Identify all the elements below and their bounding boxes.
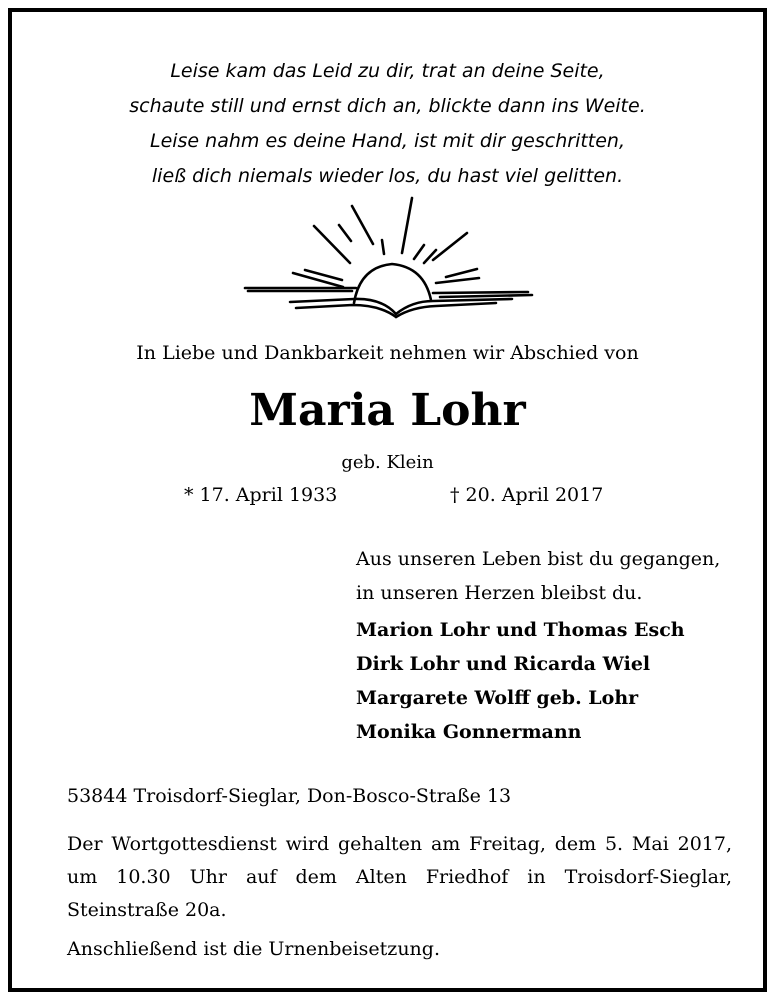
mourner-name: Margarete Wolff geb. Lohr: [356, 687, 639, 709]
verse-line: Aus unseren Leben bist du gegangen,: [356, 548, 721, 570]
verse: [356, 542, 720, 610]
birth-name: geb. Klein: [341, 452, 434, 473]
birth-date: * 17. April 1933: [184, 484, 338, 506]
mourner-name: Dirk Lohr und Ricarda Wiel: [356, 653, 651, 675]
poem-line: schaute still und ernst dich an, blickte dann ins Weite.: [129, 95, 646, 117]
poem-line: Leise nahm es deine Hand, ist mit dir geschritten,: [149, 130, 626, 152]
obituary-frame: [8, 8, 767, 992]
mourner-name: Marion Lohr und Thomas Esch: [356, 619, 685, 641]
sunset-icon: [12, 12, 763, 342]
closing-note: Anschließend ist die Urnenbeisetzung.: [67, 938, 440, 960]
poem-line: ließ dich niemals wieder los, du hast viel gelitten.: [151, 165, 624, 187]
address: 53844 Troisdorf-Sieglar, Don-Bosco-Straße 13: [67, 785, 512, 807]
service-info: [67, 828, 732, 927]
service-line: um 10.30 Uhr auf dem Alten Friedhof in Troisdorf-Sieglar,: [67, 866, 732, 888]
death-date: † 20. April 2017: [450, 484, 604, 506]
mourner-name: Monika Gonnermann: [356, 721, 582, 743]
poem-line: Leise kam das Leid zu dir, trat an deine Seite,: [170, 60, 605, 82]
intro-text: In Liebe und Dankbarkeit nehmen wir Abschied von: [136, 342, 639, 364]
verse-line: in unseren Herzen bleibst du.: [356, 582, 643, 604]
service-line: Der Wortgottesdienst wird gehalten am Freitag, dem 5. Mai 2017,: [67, 833, 732, 855]
service-line: Steinstraße 20a.: [67, 899, 227, 921]
deceased-name: Maria Lohr: [249, 385, 526, 436]
mourners-list: [356, 613, 685, 749]
